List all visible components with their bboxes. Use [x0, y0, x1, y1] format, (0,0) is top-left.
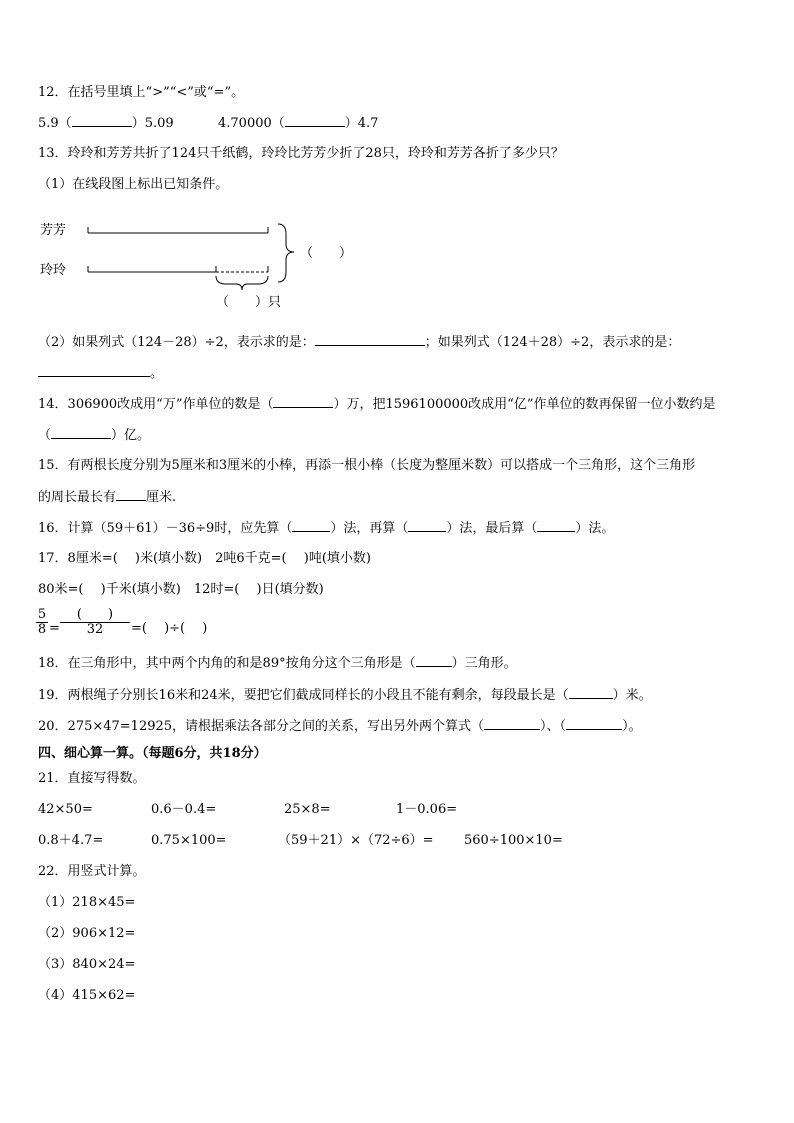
- q16-part-b: ）法，再算（: [330, 521, 409, 536]
- q21-title: 21．直接写得数。: [38, 771, 146, 786]
- q15-part-a: 的周长最长有: [38, 490, 117, 505]
- q12-compare-2: [218, 114, 378, 133]
- q14-blank-2[interactable]: [51, 426, 111, 439]
- q17-frac2-den: 32: [86, 622, 104, 637]
- q22-item-3: （3）840×24=: [38, 957, 136, 972]
- q17-frac1-num: 5: [37, 607, 47, 622]
- q16-part-a: 16．计算（59＋61）－36÷9时，应先算（: [38, 521, 293, 536]
- q15-line1: 15．有两根长度分别为5厘米和3厘米的小棒，再添一根小棒（长度为整厘米数）可以搭成一个三角形，这个三角形: [38, 458, 696, 473]
- q18-part-b: ）三角形。: [451, 656, 517, 671]
- q13-sub1: （1）在线段图上标出已知条件。: [38, 177, 229, 192]
- q12-blank-1[interactable]: [72, 114, 132, 127]
- q20-part-c: ）。: [622, 719, 642, 734]
- q20-line: [38, 717, 642, 736]
- q21-item: 560÷100×10=: [464, 833, 563, 848]
- q19-line: [38, 686, 652, 705]
- q12-cmp2-right: ）4.7: [344, 116, 379, 131]
- q12-blank-2[interactable]: [285, 114, 345, 127]
- q16-blank-2[interactable]: [408, 519, 446, 532]
- q16-part-d: ）法。: [575, 521, 615, 536]
- q17-line1: 17．8厘米=( )米(填小数) 2吨6千克=( )吨(填小数): [38, 551, 371, 566]
- brace-answer-blank: （ ）: [300, 246, 353, 261]
- q20-part-a: 20．275×47=12925，请根据乘法各部分之间的关系，写出另外两个算式（: [38, 719, 485, 734]
- q16-blank-1[interactable]: [292, 519, 330, 532]
- q16-line: [38, 519, 614, 538]
- q15-blank[interactable]: [116, 488, 146, 501]
- q18-part-a: 18．在三角形中，其中两个内角的和是89°按角分这个三角形是（: [38, 656, 416, 671]
- q20-part-b: ）、（: [540, 719, 567, 734]
- q21-item: （59＋21）×（72÷6）=: [278, 833, 434, 848]
- q13-sub2: [38, 333, 680, 352]
- below-answer-blank: （ ）只: [216, 295, 282, 310]
- q22-item-4: （4）415×62=: [38, 988, 136, 1003]
- right-brace: [278, 224, 294, 282]
- q13-sub2-part-a: （2）如果列式（124－28）÷2，表示求的是：: [38, 335, 315, 350]
- q17-fraction-2: [60, 608, 130, 637]
- q13-sub2-part-b: ；如果列式（124＋28）÷2，表示求的是：: [424, 335, 681, 350]
- q14-line2: [38, 426, 150, 445]
- fangfang-segment: [88, 227, 268, 233]
- q13-blank-1[interactable]: [315, 333, 425, 346]
- q17-line2: 80米=( )千米(填小数) 12时=( )日(填分数): [38, 582, 324, 597]
- q12-compare-1: [38, 114, 174, 133]
- q18-blank[interactable]: [416, 654, 452, 667]
- q17-frac2-num[interactable]: ( ): [60, 608, 130, 623]
- q17-tail: =( )÷( ): [131, 621, 208, 636]
- q13-sub2-end: 。: [150, 366, 164, 381]
- q17-eq: =: [49, 621, 60, 636]
- q17-fraction-1: [36, 608, 48, 637]
- q19-part-a: 19．两根绳子分别长16米和24米，要把它们截成同样长的小段且不能有剩余，每段最长是（: [38, 688, 569, 703]
- q14-line1: [38, 395, 715, 414]
- q21-item: 0.6－0.4=: [151, 802, 217, 817]
- q16-blank-3[interactable]: [537, 519, 575, 532]
- q21-item: 1－0.06=: [396, 802, 458, 817]
- q17-frac1-den: 8: [37, 622, 47, 637]
- q14-blank-1[interactable]: [273, 395, 333, 408]
- lingling-segment: [88, 266, 268, 272]
- q13-prompt: 13．玲玲和芳芳共折了124只千纸鹤，玲玲比芳芳少折了28只，玲玲和芳芳各折了多少只？: [38, 146, 564, 161]
- segment-diagram: [30, 210, 370, 315]
- section4-title: 四、细心算一算。（每题6分，共18分）: [38, 746, 267, 761]
- q14-part-c: （: [38, 428, 52, 443]
- q22-item-2: （2）906×12=: [38, 926, 136, 941]
- q20-blank-2[interactable]: [566, 717, 622, 730]
- q21-item: 0.8＋4.7=: [38, 833, 104, 848]
- q16-part-c: ）法，最后算（: [446, 521, 538, 536]
- q21-item: 25×8=: [284, 802, 331, 817]
- q22-title: 22．用竖式计算。: [38, 864, 146, 879]
- q12-cmp1-left: 5.9（: [38, 116, 72, 131]
- q14-part-b: ）万，把1596100000改成用“亿”作单位的数再保留一位小数约是: [333, 397, 716, 412]
- q20-blank-1[interactable]: [484, 717, 540, 730]
- label-lingling: 玲玲: [40, 263, 67, 278]
- q13-sub2-line2: [38, 364, 163, 383]
- q15-line2: [38, 488, 176, 507]
- q19-part-b: ）米。: [612, 688, 652, 703]
- q19-blank[interactable]: [569, 686, 613, 699]
- q13-blank-2[interactable]: [38, 364, 150, 377]
- q12-prompt: 12．在括号里填上“>”“<”或“=”。: [38, 85, 245, 100]
- q12-cmp2-left: 4.70000（: [218, 116, 285, 131]
- bottom-brace: [216, 276, 268, 290]
- label-fangfang: 芳芳: [40, 223, 67, 238]
- q22-item-1: （1）218×45=: [38, 895, 136, 910]
- q14-part-a: 14．306900改成用“万”作单位的数是（: [38, 397, 274, 412]
- q18-line: [38, 654, 517, 673]
- q15-part-b: 厘米.: [146, 490, 177, 505]
- q12-cmp1-right: ）5.09: [131, 116, 174, 131]
- q14-part-d: ）亿。: [111, 428, 151, 443]
- q21-item: 42×50=: [38, 802, 93, 817]
- q21-item: 0.75×100=: [151, 833, 227, 848]
